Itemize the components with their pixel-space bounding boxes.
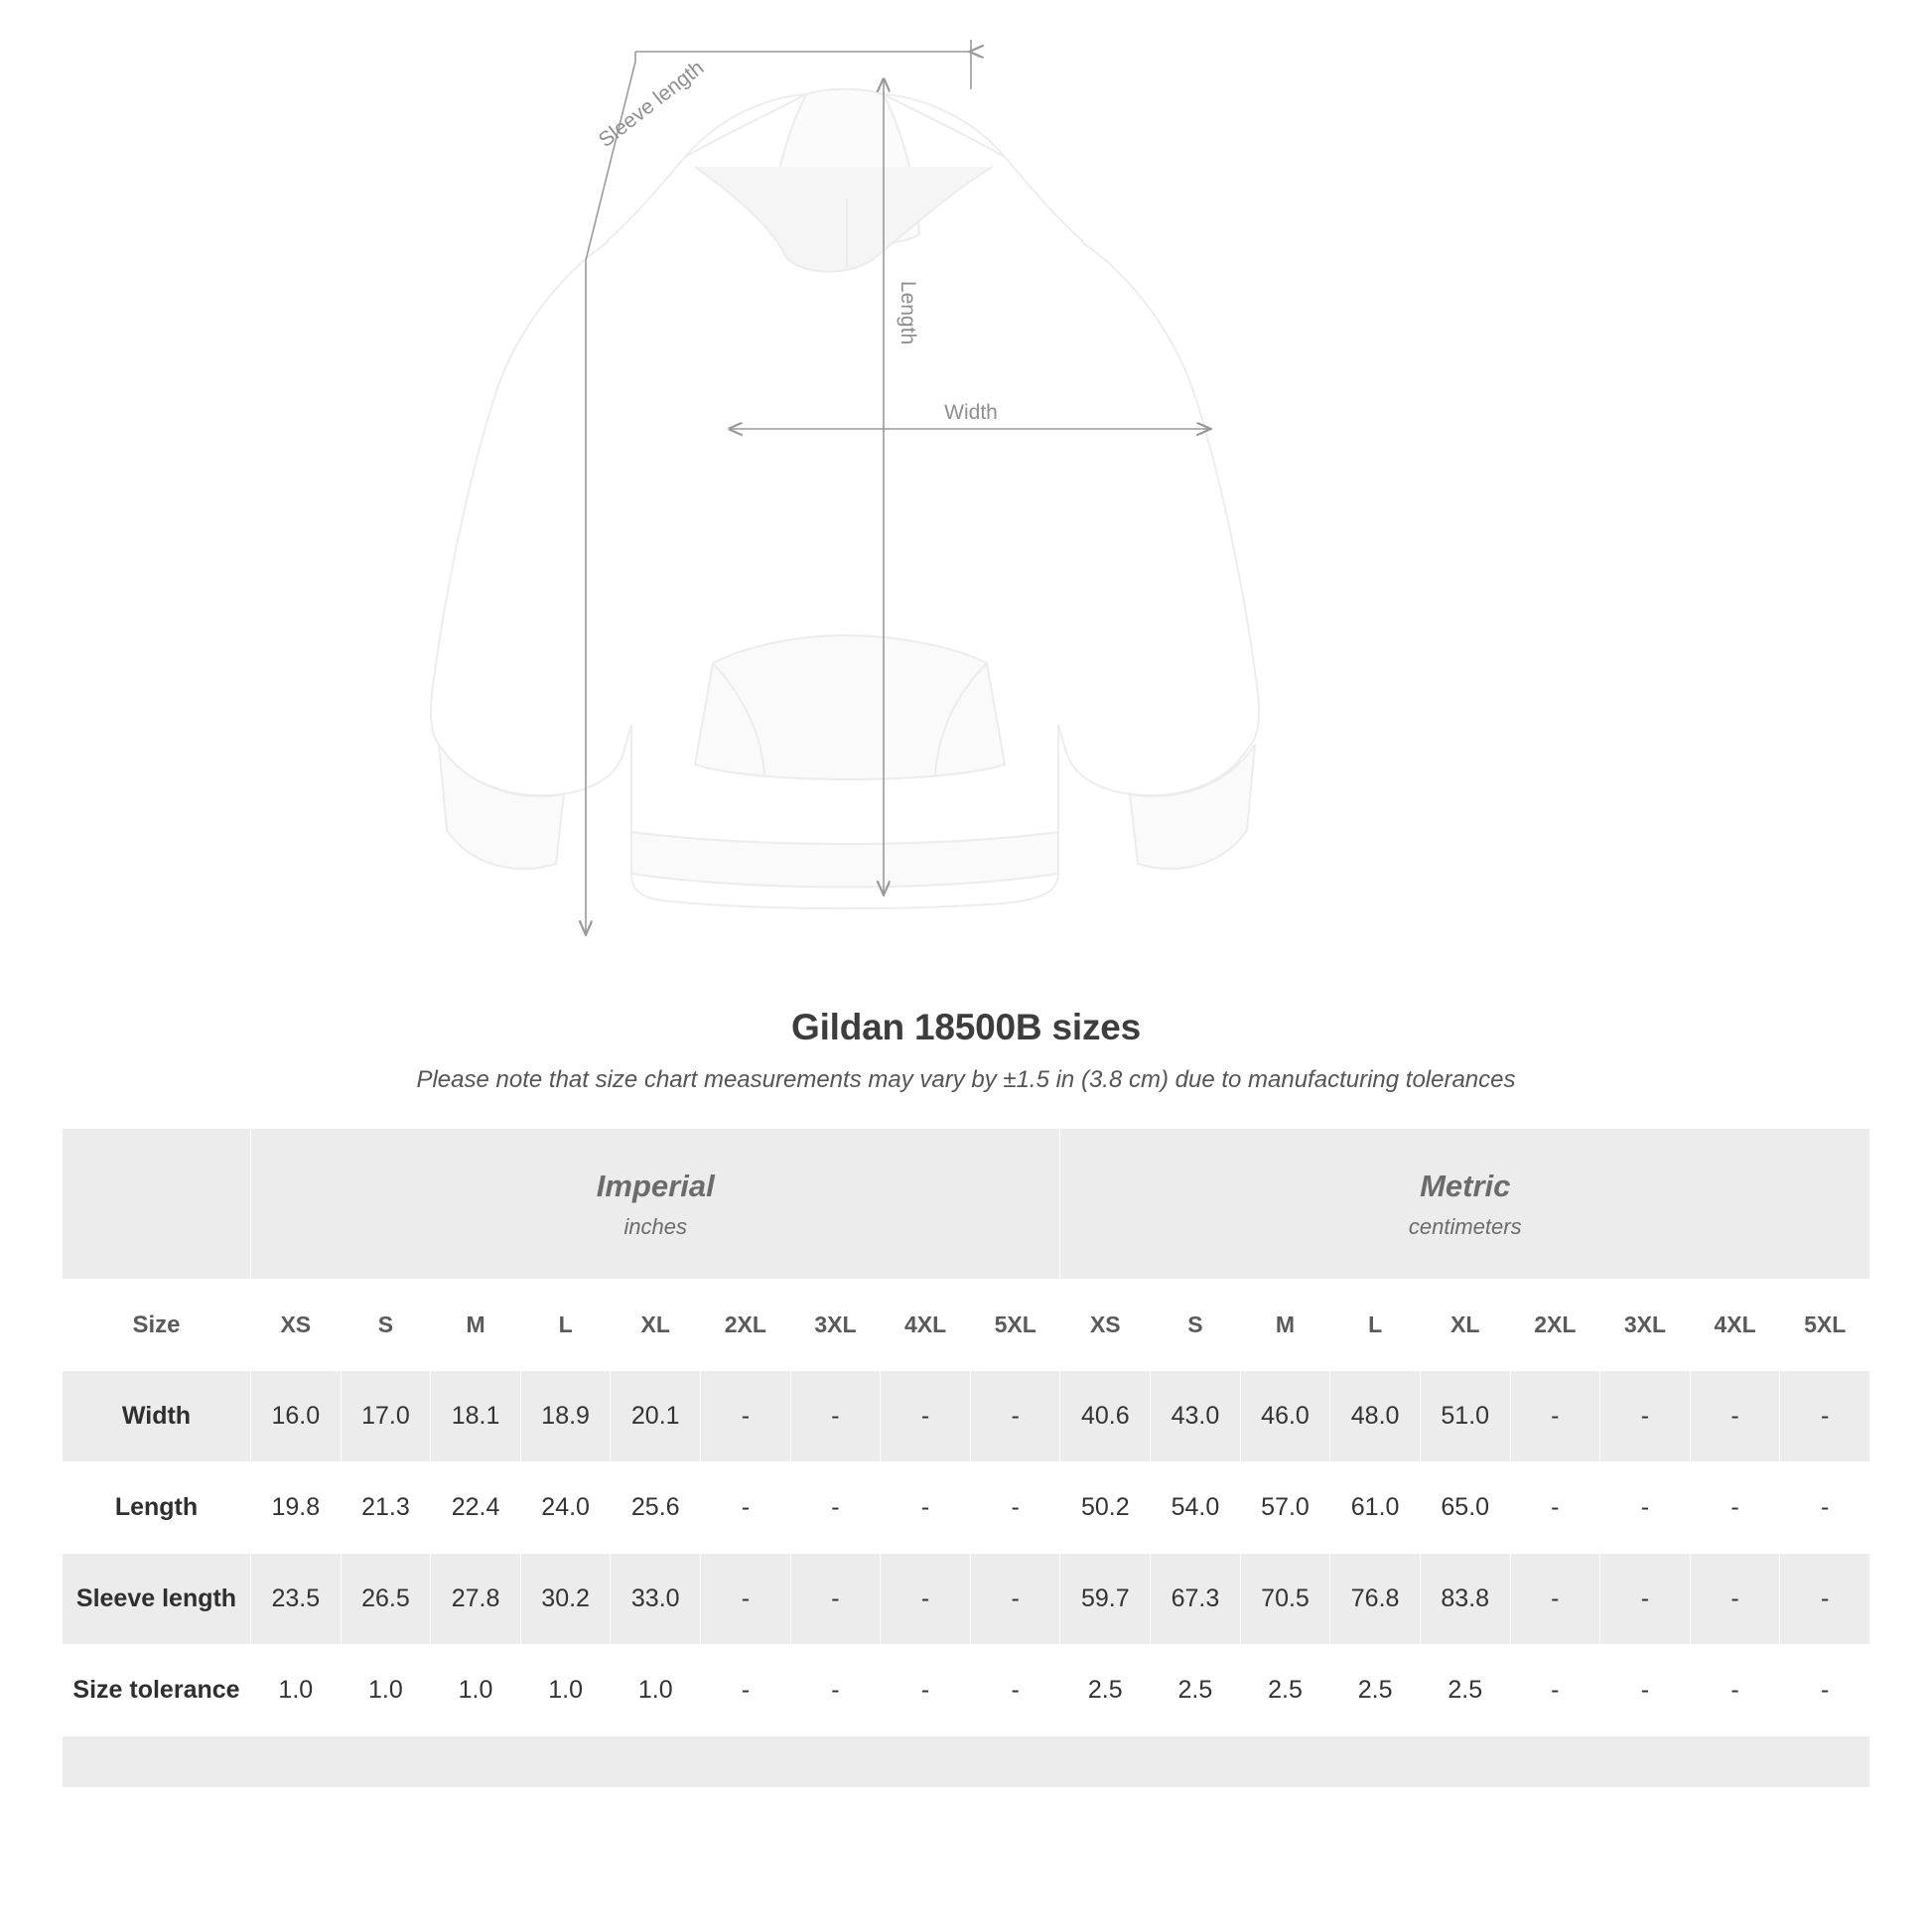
header-size-met-5: 2XL [1510,1280,1600,1371]
unit-title-imperial: Imperial [596,1168,715,1203]
cell-tol-imp-8: - [970,1645,1060,1736]
header-size-met-7: 4XL [1690,1280,1780,1371]
cell-length-met-7: - [1690,1462,1780,1554]
cell-sleeve-imp-3: 30.2 [520,1554,611,1645]
cell-sleeve-met-7: - [1690,1554,1780,1645]
size-header-row [63,1280,1870,1371]
cell-sleeve-met-6: - [1600,1554,1691,1645]
cell-length-met-2: 57.0 [1240,1462,1330,1554]
row-label-size-tolerance: Size tolerance [63,1645,251,1736]
cell-tol-met-8: - [1780,1645,1870,1736]
page-title: Gildan 18500B sizes [791,1007,1141,1047]
cell-length-imp-8: - [970,1462,1060,1554]
cell-tol-imp-3: 1.0 [520,1645,611,1736]
cell-sleeve-imp-7: - [881,1554,971,1645]
table-row [63,1462,1870,1554]
header-size-met-4: XL [1420,1280,1510,1371]
cell-sleeve-met-4: 83.8 [1420,1554,1510,1645]
cell-width-imp-0: 16.0 [251,1371,342,1462]
cell-length-imp-6: - [790,1462,881,1554]
header-size-imp-2: M [431,1280,521,1371]
cell-sleeve-imp-2: 27.8 [431,1554,521,1645]
table-row [63,1645,1870,1736]
cell-tol-imp-4: 1.0 [611,1645,701,1736]
cell-tol-met-5: - [1510,1645,1600,1736]
header-size-imp-7: 4XL [881,1280,971,1371]
header-size-imp-6: 3XL [790,1280,881,1371]
cell-width-met-3: 48.0 [1330,1371,1421,1462]
length-label: Length [897,280,919,345]
cell-width-imp-8: - [970,1371,1060,1462]
cell-tol-met-1: 2.5 [1151,1645,1241,1736]
cell-length-imp-4: 25.6 [611,1462,701,1554]
header-size-label: Size [63,1280,251,1371]
cell-width-imp-1: 17.0 [341,1371,431,1462]
cell-width-imp-7: - [881,1371,971,1462]
header-size-met-6: 3XL [1600,1280,1691,1371]
header-size-imp-1: S [341,1280,431,1371]
cell-sleeve-imp-5: - [701,1554,791,1645]
cell-length-met-5: - [1510,1462,1600,1554]
cell-tol-met-7: - [1690,1645,1780,1736]
cell-tol-imp-5: - [701,1645,791,1736]
cell-sleeve-imp-1: 26.5 [341,1554,431,1645]
cell-width-imp-2: 18.1 [431,1371,521,1462]
cell-width-imp-6: - [790,1371,881,1462]
cell-sleeve-met-0: 59.7 [1060,1554,1151,1645]
header-size-imp-4: XL [611,1280,701,1371]
header-size-met-0: XS [1060,1280,1151,1371]
cell-width-met-4: 51.0 [1420,1371,1510,1462]
cell-tol-met-3: 2.5 [1330,1645,1421,1736]
tolerance-note: Please note that size chart measurements may vary by ±1.5 in (3.8 cm) due to manufacturing tolerances [416,1066,1516,1093]
cell-sleeve-met-1: 67.3 [1151,1554,1241,1645]
header-size-met-8: 5XL [1780,1280,1870,1371]
table-footer-cell [63,1736,1870,1788]
cell-width-imp-5: - [701,1371,791,1462]
table-row [63,1371,1870,1462]
cell-tol-met-2: 2.5 [1240,1645,1330,1736]
header-size-imp-0: XS [251,1280,342,1371]
unit-sub-imperial: inches [623,1214,688,1240]
cell-length-met-6: - [1600,1462,1691,1554]
size-table-wrap [62,1128,1870,1788]
row-label-length: Length [63,1462,251,1554]
cell-sleeve-met-8: - [1780,1554,1870,1645]
cell-sleeve-imp-6: - [790,1554,881,1645]
cell-tol-met-0: 2.5 [1060,1645,1151,1736]
cell-width-met-7: - [1690,1371,1780,1462]
cell-length-imp-2: 22.4 [431,1462,521,1554]
sleeve-length-label: Sleeve length [594,56,709,153]
row-label-width: Width [63,1371,251,1462]
cell-width-met-6: - [1600,1371,1691,1462]
header-size-met-3: L [1330,1280,1421,1371]
cell-tol-imp-2: 1.0 [431,1645,521,1736]
title-block [0,1007,1932,1094]
cell-sleeve-met-5: - [1510,1554,1600,1645]
cell-width-met-5: - [1510,1371,1600,1462]
header-size-imp-5: 2XL [701,1280,791,1371]
cell-length-met-3: 61.0 [1330,1462,1421,1554]
unit-sub-metric: centimeters [1408,1214,1522,1240]
header-size-met-1: S [1151,1280,1241,1371]
cell-length-imp-0: 19.8 [251,1462,342,1554]
cell-width-imp-4: 20.1 [611,1371,701,1462]
cell-width-met-1: 43.0 [1151,1371,1241,1462]
unit-header-metric [1060,1129,1870,1280]
cell-sleeve-imp-8: - [970,1554,1060,1645]
cell-length-met-8: - [1780,1462,1870,1554]
cell-length-met-4: 65.0 [1420,1462,1510,1554]
cell-length-met-1: 54.0 [1151,1462,1241,1554]
unit-header-spacer [63,1129,251,1280]
width-label: Width [944,401,998,424]
cell-sleeve-imp-4: 33.0 [611,1554,701,1645]
cell-width-met-8: - [1780,1371,1870,1462]
cell-tol-imp-1: 1.0 [341,1645,431,1736]
cell-tol-imp-6: - [790,1645,881,1736]
cell-tol-imp-0: 1.0 [251,1645,342,1736]
header-size-met-2: M [1240,1280,1330,1371]
header-size-imp-8: 5XL [970,1280,1060,1371]
cell-sleeve-met-3: 76.8 [1330,1554,1421,1645]
cell-length-imp-5: - [701,1462,791,1554]
header-size-imp-3: L [520,1280,611,1371]
table-footer-row [63,1736,1870,1788]
hoodie-shape [431,89,1259,908]
cell-width-imp-3: 18.9 [520,1371,611,1462]
cell-sleeve-met-2: 70.5 [1240,1554,1330,1645]
cell-length-met-0: 50.2 [1060,1462,1151,1554]
unit-header-row [63,1129,1870,1280]
cell-tol-met-6: - [1600,1645,1691,1736]
cell-width-met-0: 40.6 [1060,1371,1151,1462]
cell-length-imp-7: - [881,1462,971,1554]
unit-header-imperial [251,1129,1060,1280]
table-row [63,1554,1870,1645]
cell-tol-imp-7: - [881,1645,971,1736]
cell-width-met-2: 46.0 [1240,1371,1330,1462]
cell-sleeve-imp-0: 23.5 [251,1554,342,1645]
cell-length-imp-1: 21.3 [341,1462,431,1554]
row-label-sleeve-length: Sleeve length [63,1554,251,1645]
cell-length-imp-3: 24.0 [520,1462,611,1554]
unit-title-metric: Metric [1420,1168,1511,1203]
size-table [62,1128,1870,1788]
cell-tol-met-4: 2.5 [1420,1645,1510,1736]
